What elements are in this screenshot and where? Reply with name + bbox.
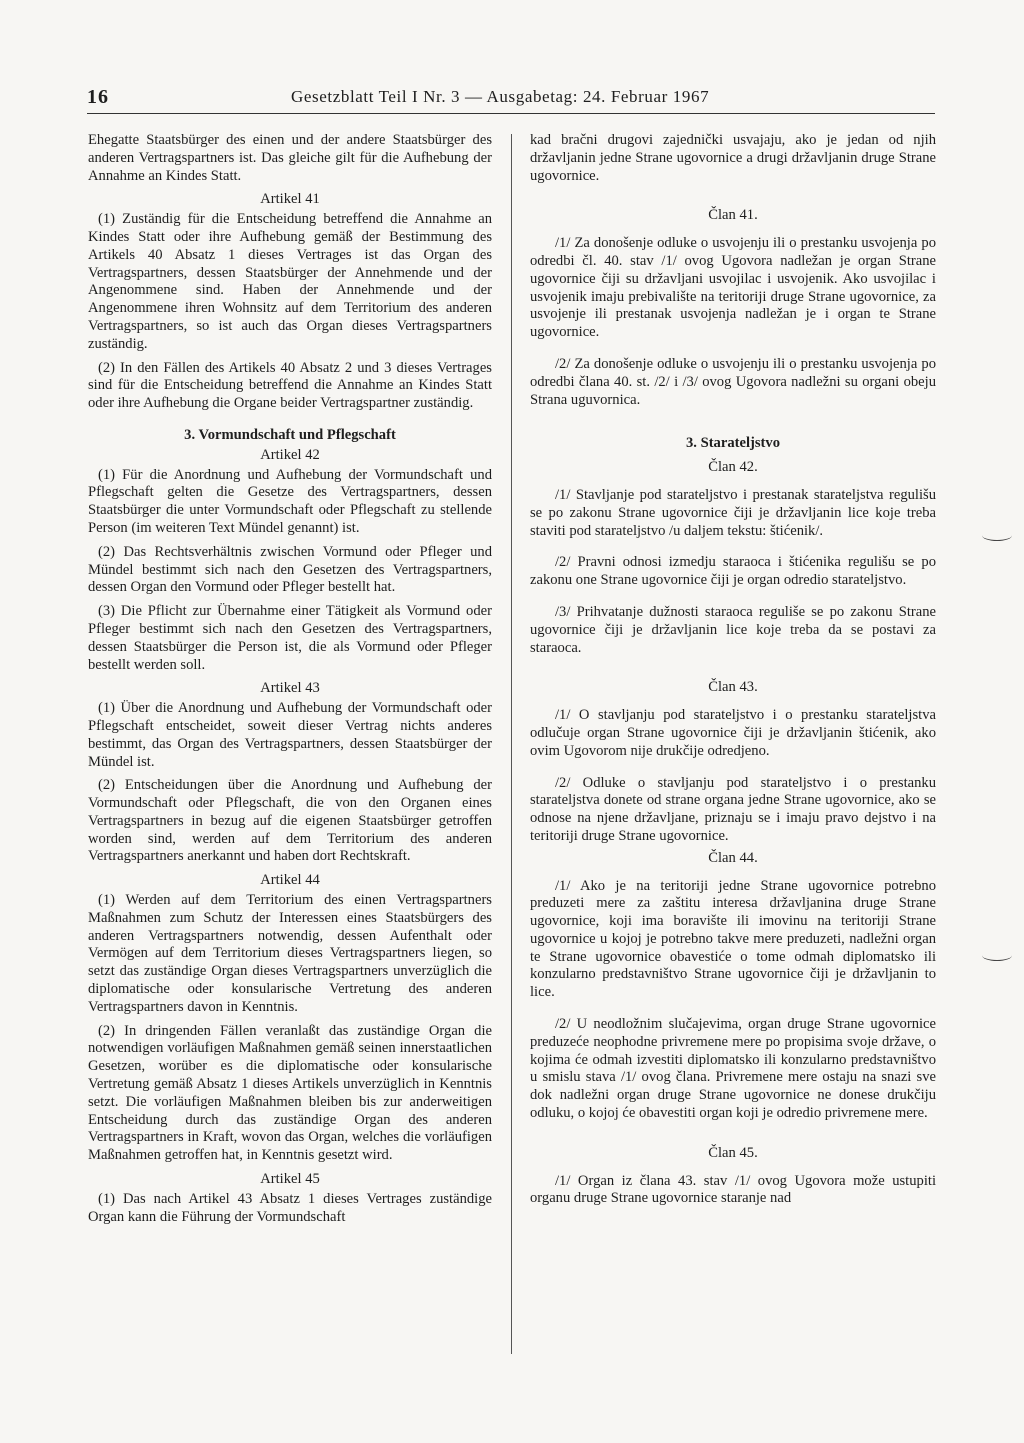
paragraph: /2/ Za donošenje odluke o usvojenju ili o prestanku usvojenja po odredbi člana 40. st. /2/ i /3/ ovog Ugovora nadležni su organi obeju Strana uguvornica. [530,355,936,408]
paragraph: /2/ U neodložnim slučajevima, organ druge Strane ugovornice preduzeće neophodne privremene mere po propisima svoje države, o kojima će odmah izvestiti diplomatsko ili konzularno predstavništvo u smislu stava /1/ ovog člana. Privremene mere ostaju na snazi sve dok nadležni organ druge Strane ugovornice ne donese drukčiju odluku, o kojoj će obavestiti organ koji je odredio privremene mere. [530,1016,936,1122]
margin-mark [982,950,1012,961]
paragraph: (1) Zuständig für die Entscheidung betreffend die Annahme an Kindes Statt oder ihre Aufhebung gemäß der Bestimmung des Artikels 40 Absatz 1 dieses Vertrages ist das Organ des Vertragspartners, dessen Staatsbürger der Annehmende und der Angenommene sind. Haben der Annehmende und der Angenommene ihren Wohnsitz auf dem Territorium des anderen Vertragspartners, so ist auch das Organ dieses Vertragspartners zuständig. [88,211,492,352]
page-header [87,86,931,114]
paragraph: (2) Entscheidungen über die Anordnung und Aufhebung der Vormundschaft oder Pflegschaft, die von den Organen eines Vertragspartners in bezug auf die eigenen Staatsbürger getroffen worden sind, werden auf dem Territorium des anderen Vertragspartners anerkannt und haben dort Rechtskraft. [88,777,492,865]
paragraph: (1) Werden auf dem Territorium des einen Vertragspartners Maßnahmen zum Schutz der Interessen eines Staatsbürgers des anderen Vertragspartners notwendig, dessen Aufenthalt oder Vermögen auf dem Territorium dieses Vertragspartners liegen, so setzt das zuständige Organ dieses Vertragspartners unverzüglich die diplomatische oder konsularische Vertretung des anderen Vertragspartners davon in Kenntnis. [88,892,492,1015]
paragraph: /1/ O stavljanju pod starateljstvo i o prestanku starateljstva odlučuje organ Strane ugovornice čiji je državljanin štićenik, ako ovim Ugovorom nije drukčije odredjeno. [530,707,936,759]
column-divider [511,134,512,1354]
article-heading: Član 43. [708,679,758,696]
paragraph: /1/ Ako je na teritoriji jedne Strane ugovornice potrebno preduzeti mere za zaštitu interesa državljanina druge Strane ugovornice, koji ima boravište ili imovinu na teritoriji Strane ugovornice u kojoj je potrebno takve mere preduzeti, nadležni organ te Strane ugovornice obavestiće o tome odmah diplomatsko ili konzularno predstavništvo Strane ugovornice čiji je državljanin to lice. [530,877,936,1001]
page-number: 16 [87,86,109,108]
article-heading: Artikel 43 [260,680,320,697]
article-heading: Artikel 42 [260,446,320,463]
paragraph: /2/ Pravni odnosi izmedju staraoca i štićenika regulišu se po zakonu one Strane ugovornice čiji je organ odredio starateljstvo. [530,554,936,589]
paragraph: /1/ Stavljanje pod starateljstvo i prestanak starateljstva regulišu se po zakonu Strane ugovornice čiji je državljanin lice koje treba staviti pod starateljstvo /u daljem tekstu: štićenik/. [530,486,936,539]
article-heading: Član 44. [708,849,758,866]
paragraph: /3/ Prihvatanje dužnosti staraoca reguliše se po zakonu Strane ugovornice čiji je državljanin lice koje treba da se postavi za staraoca. [530,603,936,656]
paragraph: (1) Für die Anordnung und Aufhebung der Vormundschaft und Pflegschaft gelten die Gesetze des Vertragspartners, dessen Staatsbürger die unter Vormundschaft oder Pflegschaft zu stellende Person (im weiteren Text Mündel genannt) ist. [88,466,492,536]
article-heading: Član 45. [708,1144,758,1161]
paragraph: Ehegatte Staatsbürger des einen und der andere Staatsbürger des anderen Vertragspartners ist. Das gleiche gilt für die Aufhebung der Annahme an Kindes Statt. [88,132,492,184]
running-title: Gesetzblatt Teil I Nr. 3 — Ausgabetag: 24. Februar 1967 [291,87,710,106]
serbocroatian-column [530,132,936,1222]
paragraph: (2) Das Rechtsverhältnis zwischen Vormund oder Pfleger und Mündel bestimmt sich nach den Gesetzen des Vertragspartners, dessen Organ den Vormund oder Pfleger bestellt hat. [88,543,492,596]
paragraph: (2) In den Fällen des Artikels 40 Absatz 2 und 3 dieses Vertrages sind für die Entscheidung betreffend die Annahme an Kindes Statt oder ihre Aufhebung die Organe beider Vertragspartner zuständig. [88,359,492,412]
paragraph: (1) Das nach Artikel 43 Absatz 1 dieses Vertrages zuständige Organ kann die Führung der Vormundschaft [88,1190,492,1225]
article-heading: Artikel 41 [260,191,320,208]
german-column [88,132,492,1232]
paragraph: (2) In dringenden Fällen veranlaßt das zuständige Organ die notwendigen vorläufigen Maßnahmen gemäß seinen innerstaatlichen Gesetzen, worüber es die diplomatische oder konsularische Vertretung gemäß Absatz 1 dieses Artikels unverzüglich in Kenntnis setzt. Die vorläufigen Maßnahmen bleiben bis zur anderweitigen Entscheidung durch das zuständige Organ des anderen Vertragspartners in Kraft, wovon das Organ, welches die vorläufigen Maßnahmen getroffen hat, in Kenntnis gesetzt wird. [88,1022,492,1164]
paragraph: /1/ Za donošenje odluke o usvojenju ili o prestanku usvojenja po odredbi čl. 40. stav /1/ ovog Ugovora nadležan je organ Strane ugovornice čiji su državljani usvojilac i usvojenik. Ako usvojilac i usvojenik imaju prebivalište na teritoriji druge Strane ugovornice, za usvojenje ili prestanak usvojenja nadležan je i organ te Strane ugovornice. [530,235,936,341]
header-rule [87,113,935,114]
article-heading: Artikel 44 [260,872,320,889]
paragraph: /2/ Odluke o stavljanju pod starateljstvo i o prestanku starateljstva donete od strane organa jedne Strane ugovornice, ako se odnose na njene državljane, priznaju se i imaju pravo dejstvo i na teritoriji druge Strane ugovornice. [530,774,936,844]
section-heading: 3. Starateljstvo [685,435,781,452]
paragraph: kad bračni drugovi zajednički usvajaju, ako je jedan od njih državljanin jedne Strane ugovornice a drugi državljanin druge Strane ugovornice. [530,132,936,184]
article-heading: Član 42. [708,459,758,476]
paragraph: /1/ Organ iz člana 43. stav /1/ ovog Ugovora može ustupiti organu druge Strane ugovornice staranje nad [530,1172,936,1207]
paragraph: (1) Über die Anordnung und Aufhebung der Vormundschaft oder Pflegschaft entscheidet, soweit dieser Vertrag nichts anderes bestimmt, das Organ des Vertragspartners, dessen Staatsbürger der Mündel ist. [88,700,492,770]
margin-mark [982,530,1012,541]
article-heading: Član 41. [708,207,758,224]
section-heading: 3. Vormundschaft und Pflegschaft [184,426,396,443]
article-heading: Artikel 45 [260,1171,320,1188]
paragraph: (3) Die Pflicht zur Übernahme einer Tätigkeit als Vormund oder Pfleger bestimmt sich nach den Gesetzen des Vertragspartners, dessen Staatsbürger die Person ist, die als Vormund oder Pfleger bestellt werden soll. [88,603,492,673]
